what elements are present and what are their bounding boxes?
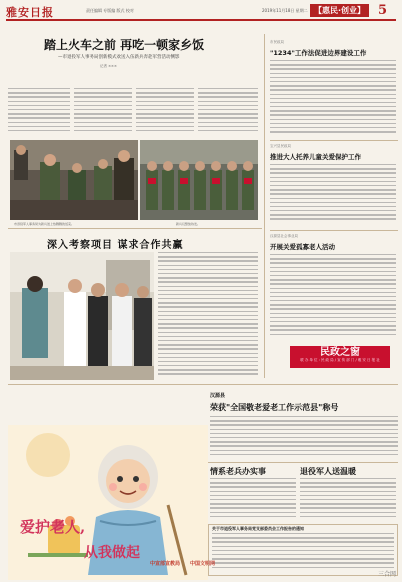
newspaper-logo: 雅安日报	[6, 6, 54, 19]
mid-kicker: 汉源县	[210, 393, 226, 399]
lead-text-column	[198, 88, 258, 138]
story3-headline: 开展关爱孤寡老人活动	[270, 243, 335, 251]
lead-text-column	[74, 88, 132, 138]
banner-slogan-line1: 爱护老人,	[20, 518, 86, 536]
lead-headline: 踏上火车之前 再吃一顿家乡饭	[44, 38, 205, 52]
column-divider	[264, 34, 265, 378]
notice-text	[212, 533, 394, 573]
story2-kicker: 宝兴县民政局	[270, 144, 291, 148]
story2-headline: 推进大人托养儿童关爱保护工作	[270, 153, 361, 161]
story3-kicker: 汉源县社会事业局	[270, 234, 298, 238]
masthead	[6, 3, 396, 21]
section2-text	[158, 252, 258, 382]
minzheng-banner: 民政之窗	[290, 346, 390, 368]
banner-sponsor-2: 中国文明网	[190, 561, 216, 567]
section-divider	[8, 384, 398, 385]
lead-subtitle: —市退役军人事务局创新模式欢送入伍新兵奔赴军营活动侧影	[58, 55, 180, 60]
story1-text	[270, 60, 396, 140]
site-watermark: 三合网	[377, 571, 396, 578]
lead-photo-recruits-lineup	[140, 140, 258, 220]
story-divider	[270, 230, 398, 231]
bottom-left-text	[210, 478, 296, 522]
banner-sponsor-1: 中宣部宣教局	[150, 561, 181, 567]
inspection-photo	[10, 252, 154, 380]
bottom-left-headline: 情系老兵办实事	[210, 466, 266, 476]
lead-photo-soldiers-eating	[10, 140, 138, 220]
lead-text-column	[136, 88, 194, 138]
story3-text	[270, 254, 396, 342]
section-tag: 【惠民·创业】	[310, 4, 369, 17]
mid-text	[210, 416, 398, 460]
notice-title: 关于市退役军人事务局党支部委员会工作报告的通知	[212, 526, 304, 531]
photo1-caption: 市退役军人事务局为新兵送上热腾腾的饭菜。	[14, 222, 75, 226]
bottom-right-text	[300, 478, 396, 522]
story1-kicker: 市民政局	[270, 40, 284, 44]
section-divider	[8, 228, 262, 229]
lead-byline: 记者 ×××	[100, 64, 117, 68]
photo2-caption: 新兵们整装待发。	[176, 222, 201, 226]
minzheng-banner-sub: 联 办 单 位 : 民 政 局 / 宣 传 部 门 / 雅 安 日 报 社	[300, 358, 380, 362]
story2-text	[270, 164, 396, 228]
banner-slogan-line2: 从我做起	[84, 545, 140, 561]
page-number: 5	[378, 3, 388, 18]
story-divider	[206, 462, 398, 463]
story-divider	[270, 140, 398, 141]
issue-date: 2019年11月18日 星期二	[262, 8, 308, 13]
mid-headline: 荣获"全国敬老爱老工作示范县"称号	[210, 402, 339, 412]
story1-headline: "1234"工作法促进边界建设工作	[270, 49, 367, 57]
editor-meta: 责任编辑 专版编 版式 校对	[86, 8, 134, 13]
bottom-right-headline: 退役军人送温暖	[300, 466, 356, 476]
section2-headline: 深入考察项目 谋求合作共赢	[47, 240, 184, 251]
lead-text-column	[8, 88, 70, 138]
